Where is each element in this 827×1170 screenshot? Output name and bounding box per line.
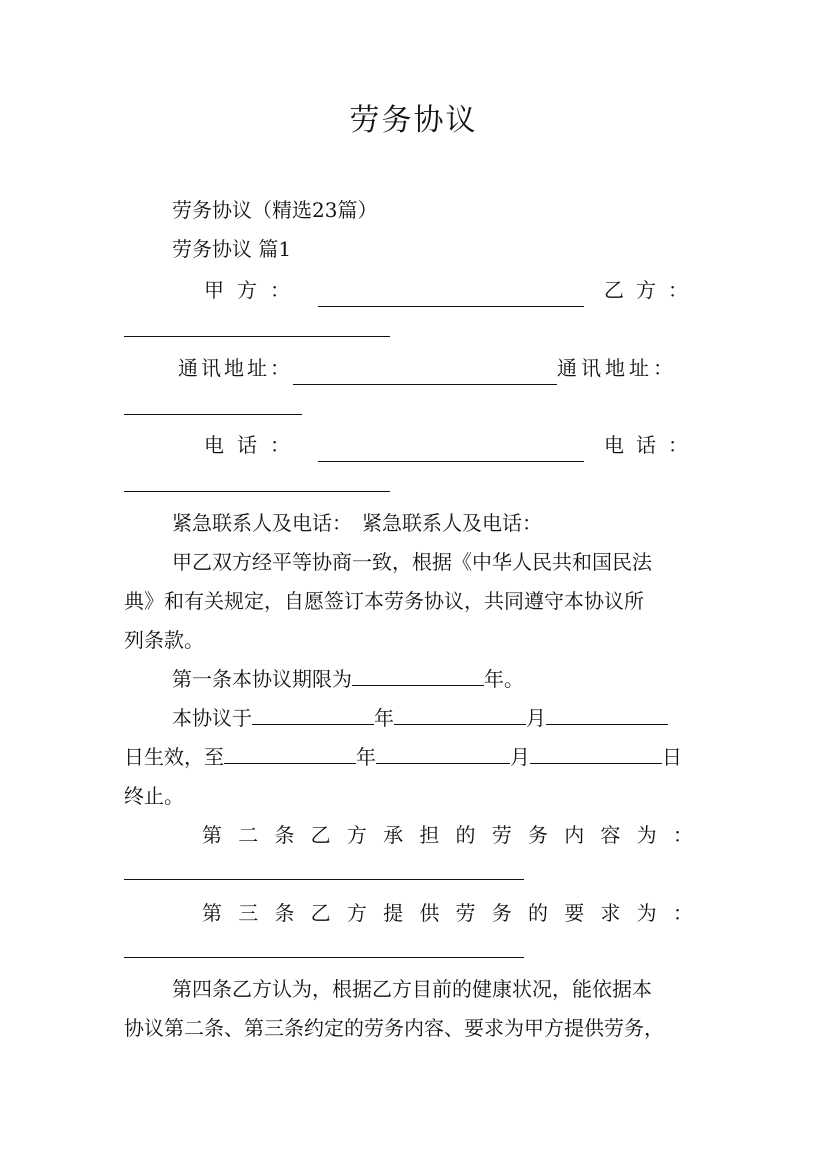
validity-end-line: 日生效，至 年 月 日 — [124, 740, 703, 774]
address-b-blank[interactable] — [124, 414, 302, 415]
document-title: 劳务协议 — [349, 103, 478, 138]
intro-line: 典》和有关规定，自愿签订本劳务协议，共同遵守本协议所 — [124, 589, 644, 613]
validity-start-line: 本协议于 年 月 — [124, 701, 703, 735]
labor-requirements-blank[interactable] — [124, 957, 524, 958]
party-b-name-blank[interactable] — [124, 336, 390, 337]
end-month-blank[interactable] — [376, 741, 510, 764]
address-line — [178, 351, 693, 385]
party-line — [204, 273, 693, 307]
address-b-label: 通 讯 地 址 ： — [557, 356, 673, 380]
term-years-blank[interactable] — [352, 663, 484, 686]
address-a-label: 通讯地址： — [178, 356, 293, 380]
clause-1 — [124, 662, 703, 696]
clause-1-unit: 年。 — [484, 667, 524, 691]
validity-end: 终止。 — [124, 784, 184, 808]
clause-4-line: 协议第二条、第三条约定的劳务内容、要求为甲方提供劳务， — [124, 1016, 664, 1040]
intro-line: 甲乙双方经平等协商一致，根据《中华人民共和国民法 — [172, 550, 652, 574]
phone-a-label: 电 话 ： — [204, 433, 290, 457]
phone-b-label: 电 话 ： — [604, 433, 688, 457]
emergency-contacts: 紧急联系人及电话： 紧急联系人及电话： — [172, 511, 542, 535]
section-heading: 劳务协议 篇1 — [172, 237, 292, 261]
party-a-name-blank[interactable] — [318, 284, 584, 307]
phone-line — [204, 428, 693, 462]
clause-2: 第 二 条 乙 方 承 担 的 劳 务 内 容 为 ： — [202, 823, 693, 847]
clause-1-text: 第一条本协议期限为 — [172, 667, 352, 691]
start-day-blank[interactable] — [546, 702, 668, 725]
start-month-blank[interactable] — [394, 702, 526, 725]
end-day-blank[interactable] — [530, 741, 662, 764]
clause-4-line: 第四条乙方认为，根据乙方目前的健康状况，能依据本 — [172, 977, 652, 1001]
phone-a-blank[interactable] — [318, 439, 584, 462]
clause-3: 第 三 条 乙 方 提 供 劳 务 的 要 求 为 ： — [202, 901, 693, 925]
collection-subtitle: 劳务协议（精选23篇） — [172, 198, 378, 222]
address-a-blank[interactable] — [293, 362, 557, 385]
party-a-label: 甲 方 ： — [204, 278, 290, 302]
phone-b-blank[interactable] — [124, 491, 390, 492]
end-year-blank[interactable] — [224, 741, 356, 764]
start-year-blank[interactable] — [252, 702, 374, 725]
party-b-label: 乙 方 ： — [604, 278, 688, 302]
intro-line: 列条款。 — [124, 628, 204, 652]
labor-content-blank[interactable] — [124, 879, 524, 880]
